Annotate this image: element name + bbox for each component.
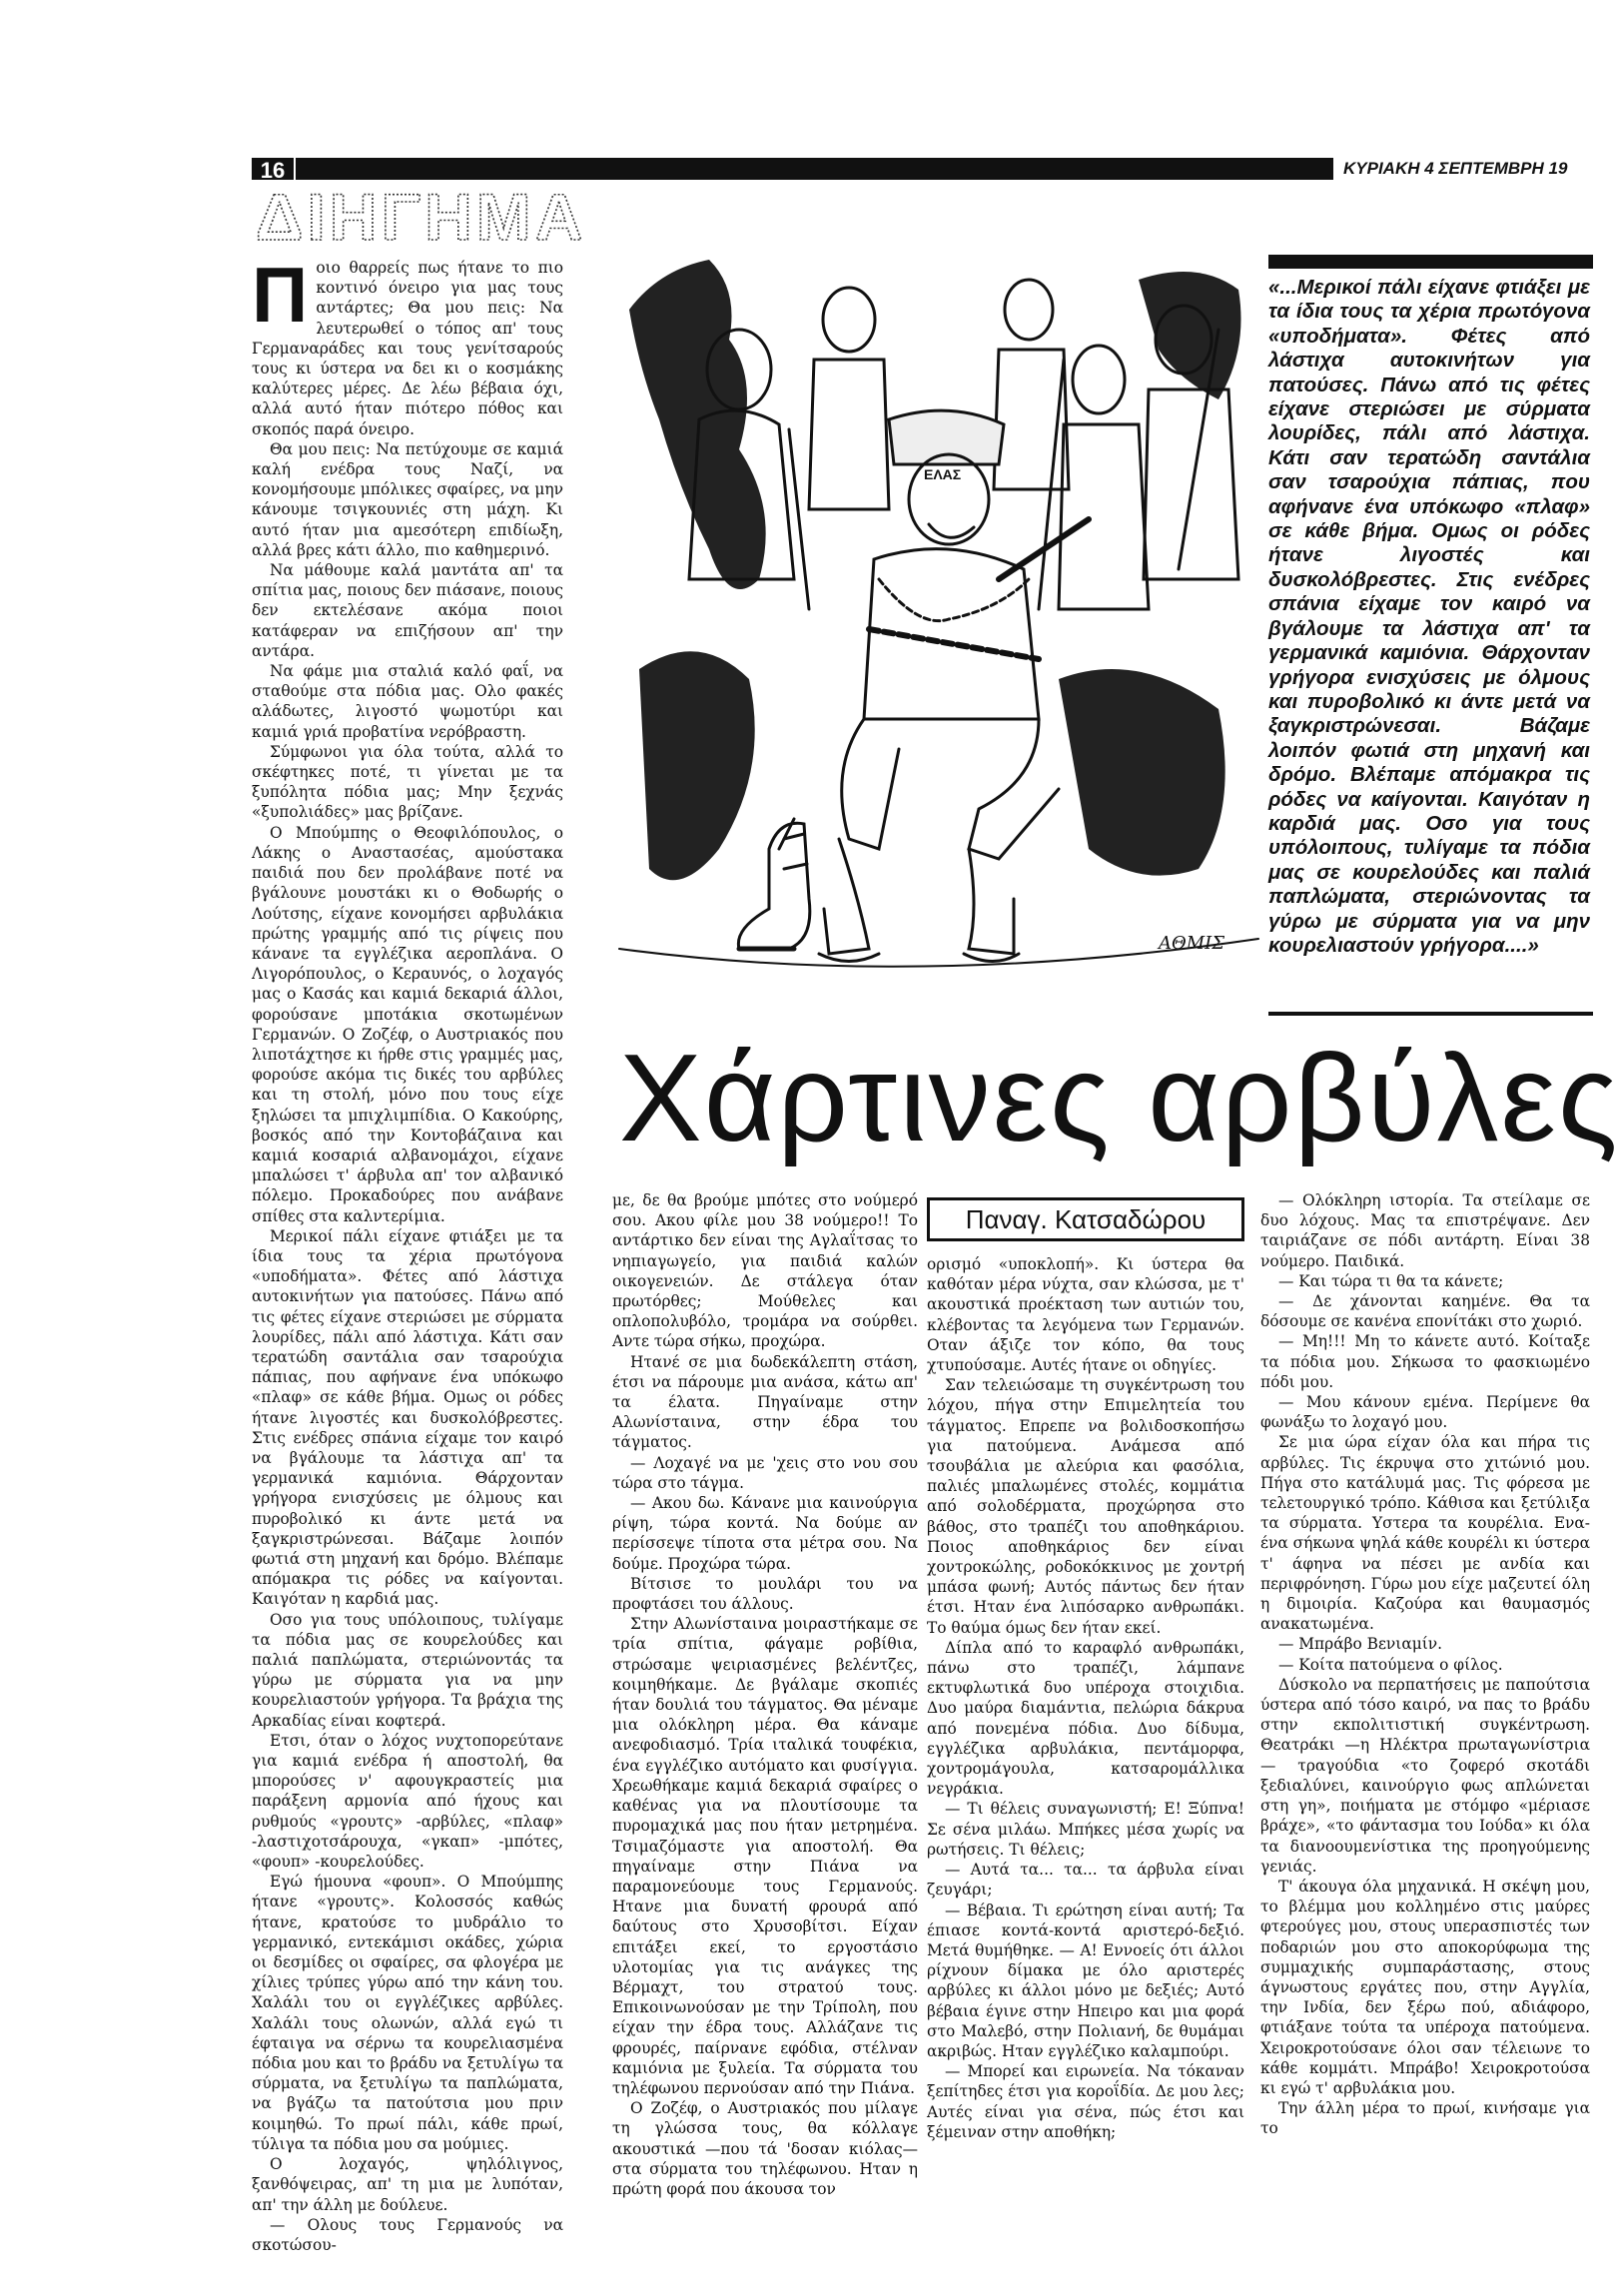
paragraph: Τ' άκουγα όλα μηχανικά. Η σκέψη μου, το βλέμμα μου κολλημένο στις μαύρες φτερούγες μου, στους υπερασπιστές των ποδαριών μου στο αποκορύφωμα της συμμαχικής συμπαράστασης, στους άγνωστους εργάτες που, στην Αγγλία, την Ινδία, δεν ξέρω πού, αδιάφορο, φτιάξανε τούτα τα υπέροχα πατούμενα. Χειροκροτούσανε όλοι σαν τέλειωνε το κάθε κομμάτι. Μπράβο! Χειροκροτούσα κι εγώ τ' αρβυλάκια μου. (1260, 1877, 1590, 2097)
paragraph: Δίπλα από το καραφλό ανθρωπάκι, πάνω στο τραπέζι, λάμπανε εκτυφλωτικά δυο υπέροχα στοιχιδια. Δυο μαύρα διαμάντια, πελώρια δάκρυα από πονεμένα πόδια. Δυο δίδυμα, εγγλέζικα αρβυλάκια, πεντάμορφα, χοντρομάγουλα, κατσαρομάλλικα νεγράκια. (927, 1638, 1244, 1799)
article-column-4 (1260, 1190, 1590, 2138)
paragraph: Ο Ζοζέφ, ο Αυστριακός που μίλαγε τη γλώσσα τους, θα κόλλαγε ακουστικά —που τά 'δοσαν κιόλας— στα σύρματα του τηλέφωνου. Ηταν η πρώτη φορά που άκουσα τον (612, 2099, 918, 2198)
paragraph: Μερικοί πάλι είχανε φτιάξει με τα ίδια τους τα χέρια πρωτόγονα «υποδήματα». Φέτες από λάστιχα αυτοκινήτων για πατούσες. Πάνω από τις φέτες είχανε στεριώσει με σύρματα λουρίδες, πάλι από λάστιχα. Κάτι σαν τερατώδη σαντάλια σαν τσαρούχια πάπιας, που αφήνανε ένα υπόκωφο «πλαφ» σε κάθε βήμα. Ομως οι ρόδες ήτανε λιγοστές και δυσκολόβρεστες. Στις ενέδρες σπάνια είχαμε τον καιρό να βγάλουμε τα λάστιχα απ' τα γερμανικά καμιόνια. Θάρχονταν γρήγορα ενισχύσεις με όλμους και πυροβολικό κι άντε μετά να ξαγκριστρώνεσαι. Βάζαμε λοιπόν φωτιά στη μηχανή και δρόμο. Βλέπαμε απόμακρα τις ρόδες να καίγονται. Καιγόταν η καρδιά μας. (252, 1226, 563, 1609)
paragraph: — Μπράβο Βενιαμίν. (1278, 1635, 1443, 1654)
article-column-2 (612, 1190, 918, 2198)
paragraph: Ο λοχαγός, ψηλόλιγνος, ξανθόψειρας, απ' τη μια με λυπόταν, απ' την άλλη με δούλευε. (252, 2155, 563, 2214)
paragraph: — Ολους τους Γερμανούς να σκοτώσου- (252, 2215, 563, 2254)
author-byline: Παναγ. Κατσαδώρου (927, 1197, 1244, 1241)
paragraph: με, δε θα βρούμε μπότες στο νούμερό σου. Ακου φίλε μου 38 νούμερο!! Το αντάρτικο δεν είναι της Αγλαΐτσας το νηπιαγωγείο, για παιδιά καλών οικογενειών. Δε στάλεγα όταν πρωτόρθες; Μούθελες και οπλοπολυβόλο, τρομάρα να σούρθει. Αντε τώρα σήκω, προχώρα. (612, 1191, 918, 1351)
paragraph: — Ολόκληρη ιστορία. Τα στείλαμε σε δυο λόχους. Μας τα επιστρέψανε. Δεν ταιριάζανε σε πόδι αντάρτη. Είναι 38 νούμερο. Παιδικά. (1260, 1191, 1590, 1270)
paragraph: — Μη!!! Μη το κάνετε αυτό. Κοίταξε τα πόδια μου. Σήκωσα το φασκιωμένο πόδι μου. (1260, 1332, 1590, 1391)
paragraph: Οσο για τους υπόλοιπους, τυλίγαμε τα πόδια μας σε κουρελούδες και παλιά παπλώματα, στεριώνοντάς τα γύρω με σύρματα για να μην κουρελιαστούν γρήγορα. Τα βράχια της Αρκαδίας είναι κοφτερά. (252, 1610, 563, 1730)
paragraph: Την άλλη μέρα το πρωί, κινήσαμε για το (1260, 2099, 1590, 2138)
paragraph: — Λοχαγέ να με 'χεις στο νου σου τώρα στο τάγμα. (612, 1453, 918, 1492)
paragraph: — Δε χάνονται καημένε. Θα τα δόσουμε σε κανένα επονίτάκι στο χωριό. (1260, 1292, 1590, 1331)
paragraph: Να φάμε μια σταλιά καλό φαΐ, να σταθούμε στα πόδια μας. Ολο φακές αλάδωτες, λιγοστό ψωμοτύρι και καμιά γριά προβατίνα νερόβραστη. (252, 662, 563, 741)
section-title (252, 180, 611, 254)
paragraph: Ητανέ σε μια δωδεκάλεπτη στάση, έτσι να πάρουμε μια ανάσα, κάτω απ' τα έλατα. Πηγαίναμε στην Αλωνίσταινα, στην έδρα του τάγματος. (612, 1352, 918, 1452)
paragraph: Βίτσισε το μουλάρι του να προφτάσει του άλλους. (612, 1574, 918, 1614)
article-column-3 (927, 1254, 1244, 2141)
section-title-text: ΔΙΗΓΗΜΑ (256, 180, 587, 254)
cap-badge: ΕΛΑΣ (924, 466, 962, 482)
paragraph: — Και τώρα τι θα τα κάνετε; (1278, 1271, 1504, 1290)
paragraph: — Βέβαια. Τι ερώτηση είναι αυτή; Τα έπιασε κοντά-κοντά αριστερό-δεξιό. Μετά θυμήθηκε. — Α! Εννοείς ότι άλλοι ρίχνουν δίμακα με όλο αριστερές αρβύλες κι άλλοι μόνο με δεξιές; Αυτό βέβαια έγινε στην Ηπειρο και μια φορά στο Μαλεβό, στην Πολιανή, δε θυμάμαι ακριβώς. Ηταν εγγλέζικο καλαμπούρι. (927, 1901, 1244, 2060)
paragraph: — Τι θέλεις συναγωνιστή; Ε! Ξύπνα! Σε σένα μιλάω. Μπήκες μέσα χωρίς να ρωτήσεις. Τι θέλεις; (927, 1800, 1244, 1859)
pull-quote: «...Μερικοί πάλι είχανε φτιάξει με τα ίδια τους τα χέρια πρωτόγονα «υποδήματα». Φέτες από λάστιχα αυτοκινήτων για πατούσες. Πάνω από τις φέτες είχανε στεριώσει με σύρματα λουρίδες, πάλι από λάστιχα. Κάτι σαν τερατώδη σαντάλια σαν τσαρούχια πάπιας, που αφήνανε ένα υπόκωφο «πλαφ» σε κάθε βήμα. Ομως οι ρόδες ήτανε λιγοστές και δυσκολόβρεστες. Στις ενέδρες σπάνια είχαμε τον καιρό να βγάλουμε τα λάστιχα απ' τα γερμανικά καμιόνια. Θάρχονταν γρήγορα ενισχύσεις με όλμους και πυροβολικό κι άντε μετά να ξαγκριστρώνεσαι. Βάζαμε λοιπόν φωτιά στη μηχανή και δρόμο. Βλέπαμε απόμακρα τις ρόδες να καίγονται. Καιγόταν η καρδιά μας. Οσο για τους υπόλοιπους, τυλίγαμε τα πόδια μας σε κουρελούδες και παλιά παπλώματα, στεριώνοντας τα γύρω με σύρματα για να μην κουρελιαστούν γρήγορα....» (1268, 276, 1590, 957)
paragraph: Ετσι, όταν ο λόχος νυχτοπορεύτανε για καμιά ενέδρα ή αποστολή, θα μπορούσες ν' αφουγκραστείς μια παράξενη αρμονία από ήχους και ρυθμούς «γρουτς» -αρβύλες, «πλαφ» -λαστιχοτσάρουχα, «γκαπ» -μπότες, «φουπ» -κουρελούδες. (252, 1731, 563, 1872)
paragraph: οιο θαρρείς πως ήτανε το πιο κοντινό όνειρο για μας τους αντάρτες; Θα μου πεις: Να λευτερωθεί ο τόπος απ' τους Γερμαναράδες και τους γενίτσαρούς τους κι ύστερα να δει κι ο κοσμάκης καλύτερες μέρες. Δε λέω βέβαια όχι, αλλά αυτό ήταν πιότερο πόθος και σκοπός παρά όνειρο. (252, 259, 563, 438)
paragraph: Σε μια ώρα είχαν όλα και πήρα τις αρβύλες. Τις έκρυψα στο χιτώνιό μου. Πήγα στο κατάλυμά μας. Τις φόρεσα με τελετουργικό τρόπο. Κάθισα και ξετύλιξα τα σύρματα. Υστερα τα κουρέλια. Ενα-ένα σήκωνα ψηλά κάθε κουρέλι κι ύστερα τ' άφηνα να πέσει με ανδία και περιφρόνηση. Γύρω μου είχε μαζευτεί όλη η διμοιρία. Καζούρα και θαυμασμός ανακατωμένα. (1260, 1433, 1590, 1634)
partisan-sketch (619, 260, 1258, 967)
article-headline: Χάρτινες αρβύλες (619, 1030, 1620, 1167)
paragraph: — Ακου δω. Κάνανε μια καινούργια ρίψη, τώρα κοντά. Να δούμε αν περίσσεψε τίποτα στα μέτρα σου. Να δούμε. Προχώρα τώρα. (612, 1494, 918, 1573)
paragraph: Σαν τελειώσαμε τη συγκέντρωση του λόχου, πήγα στην Επιμελητεία του τάγματος. Επρεπε να βολιδοσκοπήσω για πατούμενα. Ανάμεσα από τσουβάλια με αλεύρια και φασόλια, παλιές μπαλωμένες στολές, κομμάτια από σολοδέρματα, προχώρησα στο βάθος, στο τραπέζι του αποθηκάριου. Ποιος αποθηκάριος δεν είναι χοντροκώλης, ροδοκόκκινος με χοντρή μπάσα φωνή; Αυτός πάντως δεν ήταν έτσι. Ηταν ένα λιπόσαρκο ανθρωπάκι. Το θαύμα όμως δεν ήταν εκεί. (927, 1376, 1244, 1637)
issue-date: ΚΥΡΙΑΚΗ 4 ΣΕΠΤΕΜΒΡΗ 19 (1343, 159, 1568, 178)
paragraph: — Κοίτα πατούμενα ο φίλος. (1278, 1655, 1503, 1674)
paragraph: Ο Μπούμπης ο Θεοφιλόπουλος, ο Λάκης ο Αναστασέας, αμούστακα παιδιά που δεν προλάβανε ποτέ να βγάλουνε μουστάκι κι ο Θοδωρής ο Λούτσης, είχανε κονομήσει αρβυλάκια πρώτης γραμμής από τις ρίψεις που κάνανε τα εγγλέζικα αεροπλάνα. Ο Λιγορόπουλος, ο Κεραυνός, ο λοχαγός μας ο Κασάς και καμιά δεκαριά άλλοι, φορούσανε μποτάκια σκοτωμένων Γερμανών. Ο Ζοζέφ, ο Αυστριακός που λιποτάχτησε κι ήρθε στις γραμμές μας, φορούσε ακόμα τις δικές του αρβύλες και τη στολή, μόνο που τους είχε ξηλώσει τα μπιχλιμπίδια. Ο Κακούρης, βοσκός από την Κοντοβάζαινα και καμιά κοσαριά αλβανομάχοι, είχανε μπαλώσει τ' άρβυλα απ' τον αλβανικό πόλεμο. Προκαδούρες που ανάβανε σπίθες στα καλντερίμια. (252, 823, 563, 1225)
paragraph: — Αυτά τα... τα... τα άρβυλα είναι ζευγάρι; (927, 1861, 1244, 1900)
quote-top-rule (1268, 255, 1593, 269)
article-column-1 (252, 251, 563, 2254)
paragraph: Σύμφωνοι για όλα τούτα, αλλά το σκέφτηκες ποτέ, τι γίνεται με τα ξυπόλητα πόδια μας; Μην ξεχνάς «ξυπολιάδες» μας βρίζανε. (252, 742, 563, 822)
illustration (619, 250, 1258, 1019)
paragraph: ορισμό «υποκλοπή». Κι ύστερα θα καθόταν μέρα νύχτα, σαν κλώσσα, με τ' ακουστικά προέκταση των αυτιών του, κλέβοντας τα λεγόμενα των Γερμανών. Οταν άξιζε τον κόπο, θα τους χτυπούσαμε. Αυτές ήτανε οι οδηγίες. (927, 1255, 1244, 1375)
quote-bottom-rule (1268, 1012, 1593, 1016)
paragraph: Να μάθουμε καλά μαντάτα απ' τα σπίτια μας, ποιους δεν πιάσανε, ποιους δεν εκτελέσανε ακόμα ποιοι κατάφεραν να επιζήσουν απ' την αντάρα. (252, 561, 563, 660)
illustration-signature: ΑΘΜΙΣ (1159, 933, 1225, 954)
paragraph: Στην Αλωνίσταινα μοιραστήκαμε σε τρία σπίτια, φάγαμε ροβίθια, στρώσαμε ψειριασμένες βελέντζες, κοιμηθήκαμε. Δε βγάλαμε σκοπιές ήταν δουλιά του τάγματος. Θα μέναμε μια ολόκληρη μέρα. Θα κάναμε ανεφοδιασμό. Τρία ιταλικά τουφέκια, ένα εγγλέζικο αυτόματο και φυσίγγια. Χρεωθήκαμε καμιά δεκαριά σφαίρες ο καθένας για να πλουτίσουμε τα πυρομαχικά μας που ήταν μετρημένα. Τσιμαζόμαστε για αποστολή. Θα πηγαίναμε στην Πιάνα να παραμονεύουμε τους Γερμανούς. Ητανε μια δυνατή φρουρά από δαύτους στο Χρυσοβίτσι. Είχαν επιτάξει εκεί, το εργοστάσιο υλοτομίας για τις ανάγκες της Βέρμαχτ, του στρατού τους. Επικοινωνούσαν με την Τρίπολη, που είχαν την έδρα τους. Αλλάζανε τις φρουρές, παίρνανε εφόδια, στέλναν καμιόνια με ξυλεία. Τα σύρματα του τηλέφωνου περνούσαν από την Πιάνα. (612, 1615, 918, 2097)
paragraph: Θα μου πεις: Να πετύχουμε σε καμιά καλή ενέδρα τους Ναζί, να κονομήσουμε μπόλικες σφαίρες, να μην κάνουμε τσιγκουνιές στη μάχη. Κι αυτό ήταν μια αμεσότερη επιδίωξη, αλλά βρες κάτι άλλο, πιο καθημερινό. (252, 439, 563, 559)
paragraph: — Μου κάνουν εμένα. Περίμενε θα φωνάξω το λοχαγό μου. (1260, 1393, 1590, 1432)
paragraph: Δύσκολο να περπατήσεις με παπούτσια ύστερα από τόσο καιρό, να πας το βράδυ στην εκπολιτιστική συγκέντρωση. Θεατράκι —η Ηλέκτρα πρωταγωνίστρια— τραγούδια «το ζοφερό σκοτάδι ξεδιαλύνει, καινούργιο φως απλώνεται στη γη», ποιήματα με στόμφο «μέριασε βράχε», «το φάντασμα του Ιούδα» κι όλα τα διανοουμενίστικα της προηγούμενης γενιάς. (1260, 1675, 1590, 1876)
page-number: 16 (250, 156, 296, 182)
paragraph: Εγώ ήμουνα «φουπ». Ο Μπούμπης ήτανε «γρουτς». Κολοσσός καθώς ήτανε, κρατούσε το μυδράλιο το γερμανικό, εντεκάμισι οκάδες, χώρια οι δεσμίδες οι σφαίρες, σα φλογέρα με χίλιες τρύπες γύρω από την κάνη του. Χαλάλι του οι εγγλέζικες αρβύλες. Χαλάλι τους ολωνών, αλλά εγώ τι έφταιγα να σέρνω τα κουρελιασμένα πόδια μου και το βράδυ να ξετυλίγω τα σύρματα, να ξετυλίγω τα παπλώματα, να βγάζω τα πατούτσια μου πριν κοιμηθώ. Το πρωί πάλι, κάθε πρωί, τύλιγα τα πόδια μου σα μούμιες. (252, 1873, 563, 2153)
paragraph: — Μπορεί και ειρωνεία. Να τόκαναν ξεπίτηδες έτσι για κοροΐδία. Δε μου λες; Αυτές είναι για σένα, πώς έτσι και ξέμειναν στην αποθήκη; (927, 2062, 1244, 2141)
drop-cap: Π (252, 251, 309, 339)
